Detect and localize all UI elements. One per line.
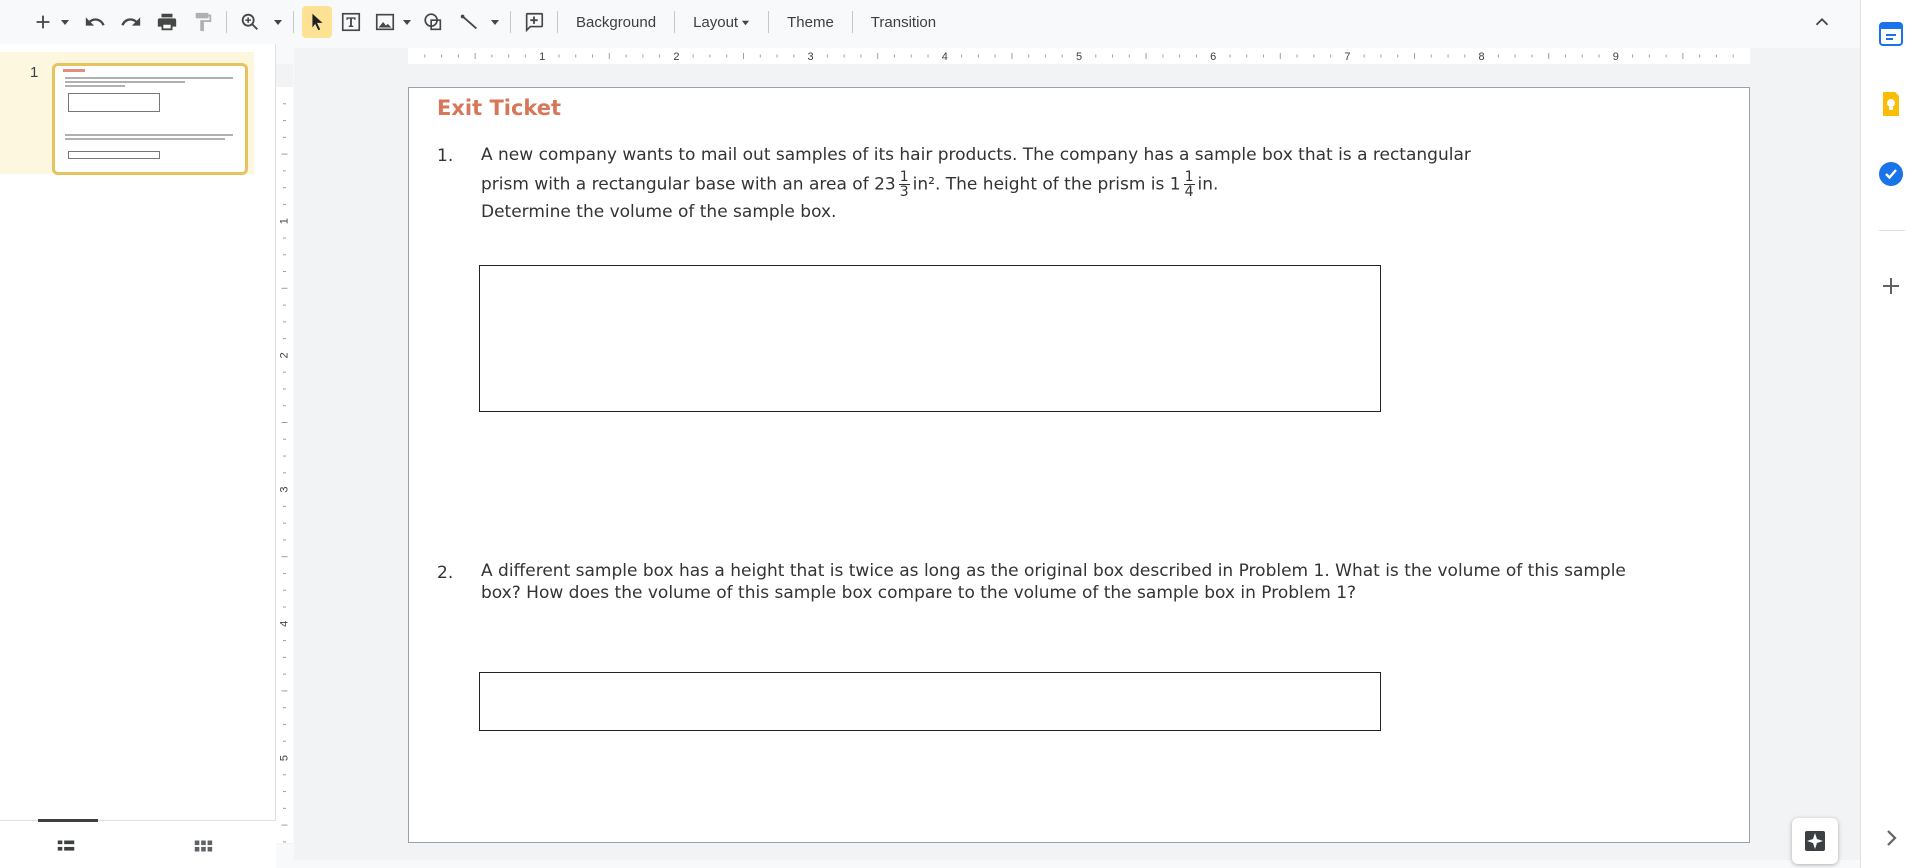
line-dropdown[interactable]	[488, 6, 502, 38]
insert-image-dropdown[interactable]	[400, 6, 414, 38]
keep-icon[interactable]	[1877, 90, 1905, 118]
ruler-number: 8	[1478, 51, 1485, 63]
toolbar-divider	[510, 11, 511, 33]
side-panel	[1860, 0, 1920, 868]
toolbar-divider	[293, 11, 294, 33]
caret-down-icon	[273, 17, 283, 27]
calendar-icon[interactable]	[1877, 20, 1905, 48]
line-icon	[458, 11, 480, 33]
thumbnail-line	[65, 77, 233, 79]
image-icon	[374, 11, 396, 33]
undo-icon	[84, 11, 106, 33]
horizontal-ruler[interactable]	[294, 48, 1860, 64]
filmstrip-view-icon[interactable]	[55, 835, 77, 857]
thumbnail-line	[65, 81, 185, 83]
shape-icon	[422, 11, 444, 33]
slide-number: 1	[30, 64, 39, 81]
filmstrip-view-switcher	[0, 820, 276, 868]
zoom-dropdown[interactable]	[271, 6, 285, 38]
ruler-number: 4	[278, 620, 291, 627]
fraction-denominator: 4	[1184, 184, 1194, 200]
explore-button[interactable]	[1792, 818, 1838, 864]
fraction-one-third	[899, 170, 910, 199]
question-1-unit-text: in.	[1197, 174, 1219, 195]
ruler-number: 2	[278, 352, 291, 359]
tasks-icon[interactable]	[1877, 160, 1905, 188]
ruler-number: 1	[539, 51, 546, 63]
caret-down-icon	[490, 17, 500, 27]
thumbnail-title	[63, 69, 85, 72]
question-1-line-2	[481, 170, 1721, 199]
comment-icon	[523, 11, 545, 33]
slide-thumbnail[interactable]	[52, 63, 248, 175]
layout-label: Layout	[693, 13, 739, 31]
caret-down-icon	[402, 17, 412, 27]
vertical-ruler[interactable]	[276, 64, 293, 844]
slide-title[interactable]: Exit Ticket	[437, 96, 562, 120]
toolbar-divider	[768, 11, 769, 33]
fraction-numerator: 1	[1184, 169, 1194, 185]
side-panel-divider	[1879, 230, 1905, 231]
question-1-line-1: A new company wants to mail out samples of its hair products. The company has a sample box that is a rectangular	[481, 145, 1471, 165]
ruler-number: 6	[1210, 51, 1217, 63]
zoom-icon	[239, 11, 261, 33]
ruler-slide-band	[276, 87, 293, 843]
grid-view-icon[interactable]	[192, 835, 214, 857]
ruler-number: 3	[807, 51, 814, 63]
text-box-icon	[340, 11, 362, 33]
question-2-text[interactable]: A different sample box has a height that is twice as long as the original box described in Problem 1. What is the volume of this sample box? How does the volume of this sample box compare to the volume of the sample box in Problem 1?	[481, 561, 1626, 603]
background-button[interactable]: Background	[576, 13, 657, 31]
line-button[interactable]	[454, 6, 484, 38]
vertical-ruler-ticks	[276, 64, 293, 844]
thumbnail-line	[65, 134, 233, 136]
question-2-number: 2.	[437, 563, 454, 583]
toolbar-divider	[852, 11, 853, 33]
print-button[interactable]	[152, 6, 182, 38]
redo-icon	[120, 11, 142, 33]
fraction-denominator: 3	[899, 184, 909, 200]
ruler-number: 3	[278, 486, 291, 493]
ruler-number: 9	[1612, 51, 1619, 63]
toolbar-divider	[557, 11, 558, 33]
horizontal-ruler-ticks	[294, 48, 1860, 64]
new-slide-dropdown[interactable]	[58, 6, 72, 38]
ruler-number: 5	[1075, 51, 1083, 63]
paint-format-icon	[192, 11, 214, 33]
question-1-text[interactable]	[481, 142, 1721, 226]
chevron-right-icon[interactable]	[1877, 824, 1905, 852]
insert-image-button[interactable]	[370, 6, 400, 38]
active-view-indicator	[38, 819, 98, 822]
caret-down-icon	[741, 18, 750, 27]
question-1-height-text: in². The height of the prism is 1	[912, 174, 1181, 195]
ruler-number: 1	[278, 218, 291, 225]
hide-menus-button[interactable]	[1807, 6, 1837, 38]
fraction-one-quarter	[1184, 170, 1195, 199]
caret-down-icon	[60, 17, 70, 27]
ruler-number: 4	[941, 51, 948, 63]
toolbar-divider	[674, 11, 675, 33]
plus-icon	[32, 11, 54, 33]
question-1-number: 1.	[437, 146, 454, 166]
redo-button[interactable]	[116, 6, 146, 38]
answer-box-1[interactable]	[479, 265, 1381, 412]
ruler-number: 2	[673, 51, 680, 63]
cursor-icon	[306, 11, 328, 33]
transition-button[interactable]: Transition	[870, 13, 937, 31]
layout-button[interactable]	[683, 6, 760, 38]
undo-button[interactable]	[80, 6, 110, 38]
theme-button[interactable]: Theme	[787, 13, 834, 31]
text-box-button[interactable]	[336, 6, 366, 38]
new-slide-button[interactable]	[28, 6, 58, 38]
add-icon[interactable]	[1877, 272, 1905, 300]
paint-format-button[interactable]	[188, 6, 218, 38]
ruler-number: 5	[278, 754, 291, 762]
filmstrip-slide-1[interactable]	[0, 52, 254, 174]
thumbnail-box	[68, 93, 160, 112]
fraction-numerator: 1	[899, 169, 909, 185]
zoom-button[interactable]	[235, 6, 265, 38]
add-comment-button[interactable]	[519, 6, 549, 38]
shape-button[interactable]	[418, 6, 448, 38]
thumbnail-line	[65, 85, 125, 87]
question-1-area-text: prism with a rectangular base with an area of 23	[481, 174, 896, 195]
answer-box-2[interactable]	[479, 672, 1381, 731]
explore-icon	[1803, 829, 1827, 853]
thumbnail-line	[65, 138, 225, 140]
filmstrip	[0, 44, 276, 868]
toolbar	[0, 0, 1855, 44]
question-1-line-3: Determine the volume of the sample box.	[481, 202, 837, 222]
chevron-up-icon	[1811, 11, 1833, 33]
print-icon	[156, 11, 178, 33]
thumbnail-box	[68, 151, 160, 159]
slide-canvas[interactable]	[408, 87, 1750, 843]
select-tool-button[interactable]	[302, 6, 332, 38]
toolbar-divider	[226, 11, 227, 33]
ruler-number: 7	[1344, 51, 1351, 63]
